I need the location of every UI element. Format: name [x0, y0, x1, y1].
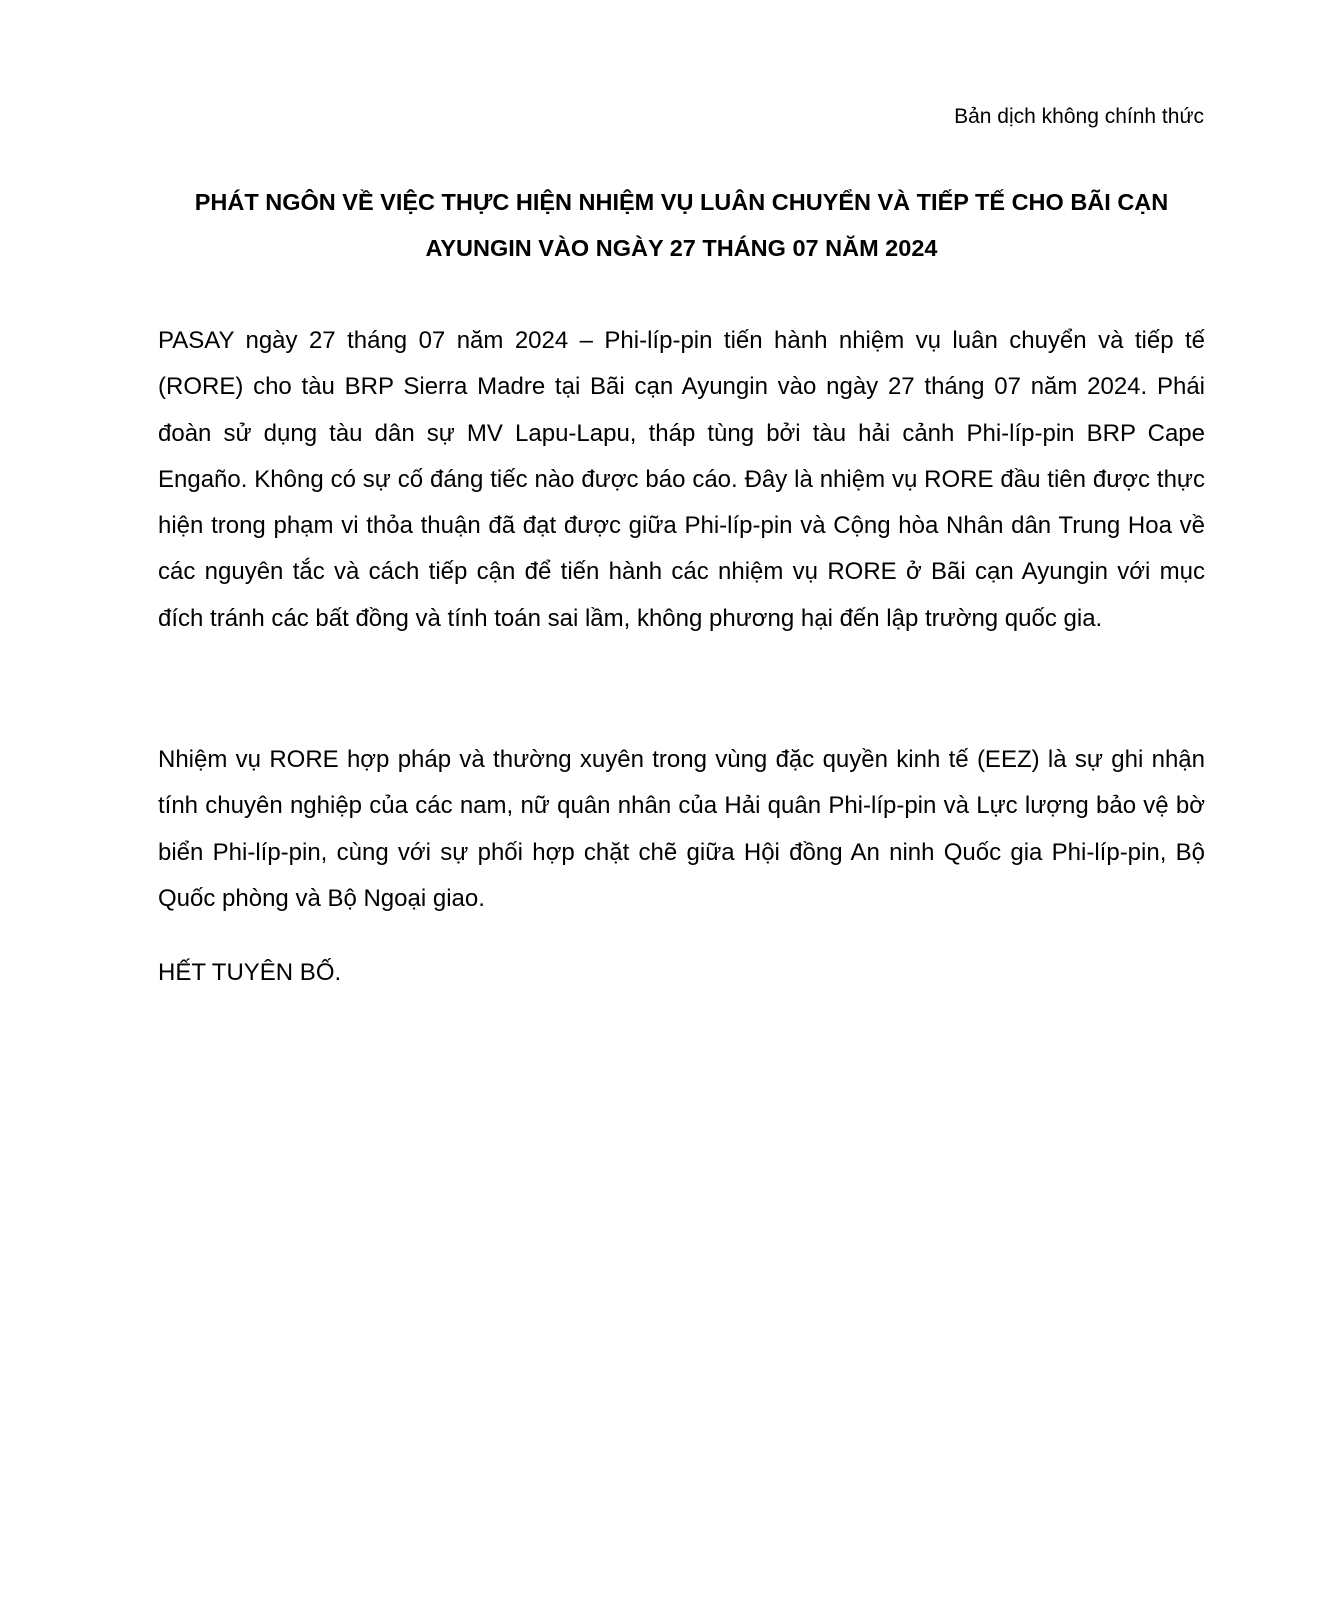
- document-title: PHÁT NGÔN VỀ VIỆC THỰC HIỆN NHIỆM VỤ LUÂN CHUYỂN VÀ TIẾP TẾ CHO BÃI CẠN AYUNGIN VÀO NGÀY 27 THÁNG 07 NĂM 2024: [194, 189, 1169, 261]
- body-paragraph-1: PASAY ngày 27 tháng 07 năm 2024 – Phi-líp-pin tiến hành nhiệm vụ luân chuyển và tiếp tế (RORE) cho tàu BRP Sierra Madre tại Bãi cạn Ayungin vào ngày 27 tháng 07 năm 2024. Phái đoàn sử dụng tàu dân sự MV Lapu-Lapu, tháp tùng bởi tàu hải cảnh Phi-líp-pin BRP Cape Engaño. Không có sự cố đáng tiếc nào được báo cáo. Đây là nhiệm vụ RORE đầu tiên được thực hiện trong phạm vi thỏa thuận đã đạt được giữa Phi-líp-pin và Cộng hòa Nhân dân Trung Hoa về các nguyên tắc và cách tiếp cận để tiến hành các nhiệm vụ RORE ở Bãi cạn Ayungin với mục đích tránh các bất đồng và tính toán sai lầm, không phương hại đến lập trường quốc gia.: [158, 327, 1205, 632]
- body-paragraph-2: Nhiệm vụ RORE hợp pháp và thường xuyên trong vùng đặc quyền kinh tế (EEZ) là sự ghi nhận tính chuyên nghiệp của các nam, nữ quân nhân của Hải quân Phi-líp-pin và Lực lượng bảo vệ bờ biển Phi-líp-pin, cùng với sự phối hợp chặt chẽ giữa Hội đồng An ninh Quốc gia Phi-líp-pin, Bộ Quốc phòng và Bộ Ngoại giao.: [158, 746, 1205, 912]
- unofficial-translation-note: Bản dịch không chính thức: [954, 105, 1204, 128]
- end-of-statement: HẾT TUYÊN BỐ.: [158, 959, 342, 986]
